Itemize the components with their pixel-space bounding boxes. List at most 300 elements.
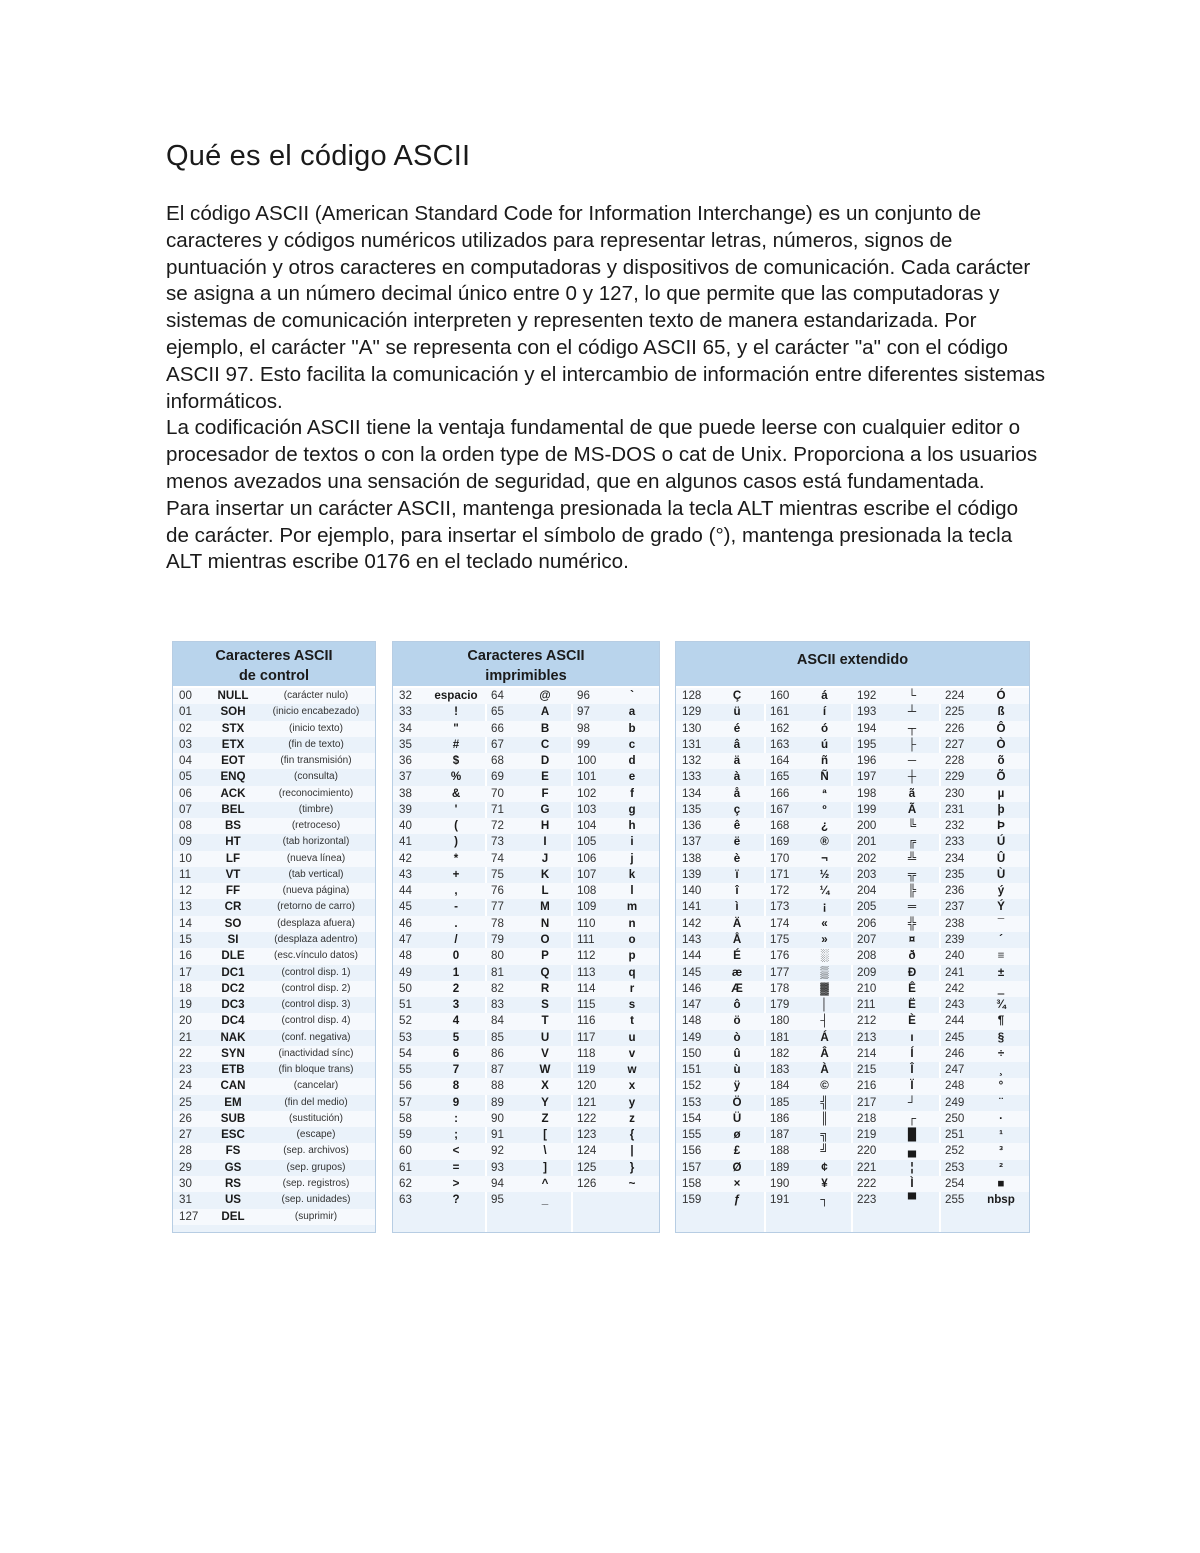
char-cell: ╦ (907, 867, 917, 881)
description-cell: (carácter nulo) (283, 690, 349, 701)
char-cell: % (450, 770, 462, 784)
table-row (485, 1030, 571, 1046)
table-row (939, 704, 1029, 720)
table-row (939, 1078, 1029, 1094)
char-cell: S (541, 998, 549, 1012)
char-cell: \ (543, 1144, 547, 1158)
char-cell: ö (733, 1014, 741, 1028)
char-cell: U (540, 1030, 550, 1044)
table-row (764, 997, 851, 1013)
description-cell: (tab horizontal) (282, 836, 350, 848)
paragraph-definition: El código ASCII (American Standard Code for Information Interchange) es un conjunto de caracteres y códigos numéricos utilizados para representar letras, números, signos de puntuación y otros caracteres en computadoras y dispositivos de comunicación. Cada carácter se asigna a un número decimal único entre 0 y 127, lo que permite que las computadoras y sistemas de comunicación interpreten y representen texto de manera estandarizada. Por ejemplo, el carácter "A" se representa con el código ASCII 65, y el carácter "a" con el código ASCII 97. Esto facilita la comunicación y el intercambio de información entre diferentes sistemas informáticos. (166, 202, 1046, 413)
code-cell: 80 (491, 949, 504, 963)
code-cell: 135 (682, 802, 702, 816)
char-cell: ■ (997, 1176, 1005, 1190)
table-row (676, 769, 764, 785)
char-cell: I (543, 835, 547, 849)
code-cell: 21 (179, 1030, 192, 1044)
table-row (173, 786, 375, 802)
char-cell: ´ (999, 932, 1003, 946)
char-cell: ý (997, 884, 1005, 898)
char-cell: ¡ (822, 900, 827, 914)
table-row (676, 1062, 764, 1078)
table-row (173, 1160, 375, 1176)
table-row (393, 688, 485, 704)
printable-column-1 (393, 688, 487, 1232)
table-row (851, 753, 939, 769)
code-cell: 129 (682, 705, 702, 719)
char-cell: u (628, 1030, 636, 1044)
table-row (173, 1078, 375, 1094)
description-cell: (inicio encabezado) (272, 706, 360, 718)
char-cell: | (630, 1144, 634, 1158)
table-row (939, 1062, 1029, 1078)
code-cell: 02 (179, 721, 192, 735)
extended-panel-title: ASCII extendido (796, 652, 909, 668)
table-row (939, 1111, 1029, 1127)
table-row (485, 818, 571, 834)
code-cell: 130 (682, 721, 702, 735)
char-cell: ³ (999, 1144, 1003, 1158)
table-row (939, 1176, 1029, 1192)
char-cell: 7 (452, 1063, 460, 1077)
code-cell: 241 (945, 965, 965, 979)
char-cell: J (541, 851, 549, 865)
code-cell: 182 (770, 1046, 790, 1060)
code-cell: 149 (682, 1030, 702, 1044)
table-row (485, 721, 571, 737)
description-cell: (tab vertical) (288, 868, 344, 880)
char-cell: ƒ (733, 1193, 741, 1207)
table-row (764, 1062, 851, 1078)
table-row (571, 688, 659, 704)
code-cell: 00 (179, 689, 192, 702)
code-cell: 215 (857, 1063, 877, 1077)
table-row (851, 1046, 939, 1062)
char-cell: ð (908, 949, 916, 963)
printable-panel-title-line2: imprimibles (485, 668, 567, 684)
code-cell: 79 (491, 932, 504, 946)
char-cell: ¤ (908, 932, 916, 946)
code-cell: 35 (399, 737, 412, 751)
code-cell: 88 (491, 1079, 504, 1093)
char-cell: ├ (907, 737, 917, 751)
char-cell: © (820, 1079, 829, 1093)
code-cell: 92 (491, 1144, 504, 1158)
table-row (764, 867, 851, 883)
table-row (571, 753, 659, 769)
code-cell: 25 (179, 1095, 192, 1109)
code-cell: 20 (179, 1014, 192, 1028)
char-cell: E (541, 770, 549, 784)
code-cell: 197 (857, 770, 877, 784)
table-row (173, 1062, 375, 1078)
code-cell: 143 (682, 932, 702, 946)
code-cell: 13 (179, 900, 192, 914)
code-cell: 204 (857, 884, 877, 898)
char-cell: Ï (910, 1079, 914, 1093)
code-cell: 65 (491, 705, 504, 719)
code-cell: 91 (491, 1128, 504, 1142)
table-row (764, 948, 851, 964)
code-cell: 89 (491, 1095, 504, 1109)
table-row (676, 883, 764, 899)
table-row (393, 769, 485, 785)
code-cell: 101 (577, 770, 597, 784)
extended-column-2 (764, 688, 853, 1232)
char-cell: À (820, 1063, 829, 1077)
char-cell: DEL (221, 1209, 245, 1223)
char-cell: ¿ (820, 819, 829, 833)
code-cell: 208 (857, 949, 877, 963)
table-row (764, 802, 851, 818)
char-cell: & (451, 786, 461, 800)
code-cell: 216 (857, 1079, 877, 1093)
char-cell: ò (733, 1030, 741, 1044)
description-cell: (sep. registros) (282, 1177, 350, 1189)
code-cell: 06 (179, 786, 192, 800)
char-cell: SI (227, 932, 239, 946)
description-cell: (nueva página) (282, 885, 350, 897)
char-cell: 1 (452, 965, 460, 979)
char-cell: └ (907, 689, 917, 702)
char-cell: Â (820, 1046, 829, 1060)
char-cell: í (822, 705, 827, 719)
control-panel-title-line1: Caracteres ASCII (215, 648, 333, 664)
char-cell: ╩ (907, 851, 917, 865)
table-row (571, 1143, 659, 1159)
table-row (939, 1046, 1029, 1062)
table-row (676, 1013, 764, 1029)
table-row (764, 704, 851, 720)
description-cell: (fin transmisión) (280, 755, 352, 767)
code-cell: 107 (577, 867, 597, 881)
char-cell: Ô (996, 721, 1006, 735)
char-cell: ( (454, 819, 458, 833)
code-cell: 171 (770, 867, 790, 881)
code-cell: 102 (577, 786, 597, 800)
char-cell: │ (820, 998, 829, 1012)
table-row (571, 948, 659, 964)
char-cell: ï (735, 867, 739, 881)
char-cell: ô (733, 998, 741, 1012)
table-row (173, 1111, 375, 1127)
code-cell: 152 (682, 1079, 702, 1093)
code-cell: 81 (491, 965, 504, 979)
char-cell: º (822, 802, 827, 816)
printable-column-3 (571, 688, 659, 1232)
code-cell: 36 (399, 754, 412, 768)
code-cell: 123 (577, 1128, 597, 1142)
table-row (851, 802, 939, 818)
char-cell: ‗ (997, 981, 1005, 995)
description-cell: (fin del medio) (284, 1096, 348, 1108)
table-row (393, 1046, 485, 1062)
code-cell: 37 (399, 770, 412, 784)
description-cell: (suprimir) (294, 1210, 338, 1222)
char-cell: t (630, 1014, 634, 1028)
code-cell: 66 (491, 721, 504, 735)
code-cell: 56 (399, 1079, 412, 1093)
table-row (571, 1013, 659, 1029)
char-cell: Q (540, 965, 550, 979)
table-row (764, 1160, 851, 1176)
char-cell: ╔ (907, 835, 917, 849)
description-cell: (esc.vínculo datos) (274, 950, 358, 962)
char-cell: FS (225, 1144, 241, 1158)
table-row (393, 1111, 485, 1127)
table-row (485, 1111, 571, 1127)
table-row (393, 737, 485, 753)
char-cell: Ò (996, 737, 1006, 751)
table-row (393, 1176, 485, 1192)
table-row (571, 1111, 659, 1127)
table-row (571, 851, 659, 867)
code-cell: 245 (945, 1030, 965, 1044)
code-cell: 161 (770, 705, 790, 719)
code-cell: 158 (682, 1176, 702, 1190)
code-cell: 31 (179, 1193, 192, 1207)
description-cell: (fin de texto) (288, 738, 344, 750)
code-cell: 113 (577, 965, 596, 979)
char-cell: DLE (221, 949, 245, 963)
table-row (851, 883, 939, 899)
code-cell: 231 (945, 802, 965, 816)
code-cell: 12 (179, 884, 192, 898)
char-cell: ä (733, 754, 741, 768)
char-cell: ^ (541, 1176, 549, 1190)
char-cell: × (733, 1176, 741, 1190)
code-cell: 229 (945, 770, 965, 784)
table-row (851, 818, 939, 834)
code-cell: 146 (682, 981, 702, 995)
char-cell: ENQ (220, 770, 246, 784)
char-cell: _ (541, 1193, 549, 1207)
char-cell: Ã (907, 802, 917, 816)
char-cell: p (628, 949, 636, 963)
code-cell: 187 (770, 1128, 790, 1142)
char-cell: RS (224, 1176, 242, 1190)
table-row (485, 753, 571, 769)
char-cell: è (733, 851, 741, 865)
char-cell: Õ (996, 770, 1006, 784)
table-row (571, 1046, 659, 1062)
table-row (676, 1176, 764, 1192)
code-cell: 98 (577, 721, 590, 735)
code-cell: 76 (491, 884, 504, 898)
char-cell: ~ (628, 1176, 636, 1190)
char-cell: î (735, 884, 739, 898)
code-cell: 38 (399, 786, 412, 800)
code-cell: 85 (491, 1030, 504, 1044)
char-cell: ┴ (907, 705, 917, 719)
code-cell: 50 (399, 981, 412, 995)
code-cell: 194 (857, 721, 877, 735)
code-cell: 196 (857, 754, 877, 768)
table-row (393, 1078, 485, 1094)
char-cell: w (627, 1063, 637, 1077)
char-cell: ? (452, 1193, 460, 1207)
char-cell: @ (539, 689, 551, 702)
code-cell: 147 (682, 998, 702, 1012)
table-row (939, 851, 1029, 867)
description-cell: (sep. archivos) (283, 1145, 349, 1157)
code-cell: 70 (491, 786, 504, 800)
code-cell: 60 (399, 1144, 412, 1158)
table-row (851, 1160, 939, 1176)
char-cell: < (452, 1144, 460, 1158)
code-cell: 29 (179, 1160, 192, 1174)
code-cell: 124 (577, 1144, 597, 1158)
char-cell: SYN (221, 1046, 245, 1060)
table-row (676, 704, 764, 720)
char-cell: Å (732, 932, 742, 946)
code-cell: 97 (577, 705, 590, 719)
char-cell: a (628, 705, 636, 719)
char-cell: þ (997, 802, 1005, 816)
table-row (939, 769, 1029, 785)
code-cell: 32 (399, 689, 412, 702)
code-cell: 144 (682, 949, 702, 963)
code-cell: 230 (945, 786, 965, 800)
table-row (393, 1160, 485, 1176)
code-cell: 119 (577, 1063, 596, 1077)
char-cell: ÿ (733, 1079, 741, 1093)
code-cell: 219 (857, 1128, 877, 1142)
char-cell: ▓ (820, 981, 829, 995)
table-row (676, 1111, 764, 1127)
char-cell: BS (224, 819, 242, 833)
char-cell: F (541, 786, 549, 800)
table-row (851, 899, 939, 915)
code-cell: 180 (770, 1014, 790, 1028)
table-row (571, 737, 659, 753)
char-cell: â (733, 737, 741, 751)
description-cell: (consulta) (294, 771, 338, 783)
table-row (571, 704, 659, 720)
char-cell: D (540, 754, 550, 768)
description-cell: (timbre) (298, 803, 334, 815)
table-row (485, 1143, 571, 1159)
code-cell: 209 (857, 965, 877, 979)
char-cell: , (454, 884, 458, 898)
code-cell: 213 (857, 1030, 877, 1044)
char-cell: - (454, 900, 458, 914)
table-row (939, 1160, 1029, 1176)
code-cell: 249 (945, 1095, 965, 1109)
table-row (571, 786, 659, 802)
char-cell: ÷ (997, 1046, 1005, 1060)
code-cell: 137 (682, 835, 702, 849)
code-cell: 82 (491, 981, 504, 995)
code-cell: 220 (857, 1144, 877, 1158)
control-column (173, 688, 375, 1232)
code-cell: 106 (577, 851, 597, 865)
code-cell: 150 (682, 1046, 702, 1060)
code-cell: 87 (491, 1063, 504, 1077)
char-cell: ' (454, 802, 458, 816)
code-cell: 52 (399, 1014, 412, 1028)
char-cell: ¢ (821, 1160, 828, 1174)
code-cell: 116 (577, 1014, 596, 1028)
code-cell: 04 (179, 754, 192, 768)
char-cell: C (540, 737, 550, 751)
char-cell: ¾ (996, 998, 1006, 1012)
table-row (393, 818, 485, 834)
char-cell: L (541, 884, 549, 898)
code-cell: 168 (770, 819, 790, 833)
table-row (393, 997, 485, 1013)
table-row (851, 769, 939, 785)
control-characters-panel (172, 641, 376, 1233)
char-cell: T (541, 1014, 549, 1028)
code-cell: 214 (857, 1046, 877, 1060)
char-cell: ¸ (999, 1063, 1003, 1077)
char-cell: BEL (221, 802, 245, 816)
table-row (393, 1127, 485, 1143)
table-row (485, 948, 571, 964)
char-cell: È (908, 1014, 916, 1028)
table-row (676, 932, 764, 948)
char-cell: P (541, 949, 549, 963)
code-cell: 185 (770, 1095, 790, 1109)
char-cell: Ú (996, 835, 1006, 849)
char-cell: ã (908, 786, 916, 800)
char-cell: r (629, 981, 635, 995)
table-row (485, 1062, 571, 1078)
char-cell: Ð (907, 965, 917, 979)
table-row (571, 899, 659, 915)
char-cell: CR (224, 900, 242, 914)
table-row (851, 1030, 939, 1046)
table-row (393, 1013, 485, 1029)
table-row (676, 818, 764, 834)
table-row (571, 1078, 659, 1094)
code-cell: 48 (399, 949, 412, 963)
ascii-table-figure (172, 641, 1030, 1233)
code-cell: 03 (179, 737, 192, 751)
code-cell: 139 (682, 867, 702, 881)
code-cell: 225 (945, 705, 965, 719)
table-row (851, 721, 939, 737)
code-cell: 59 (399, 1128, 412, 1142)
table-row (676, 965, 764, 981)
page-title: Qué es el código ASCII (166, 140, 471, 172)
table-row (851, 932, 939, 948)
code-cell: 238 (945, 916, 965, 930)
char-cell: ç (733, 802, 741, 816)
table-row (173, 981, 375, 997)
char-cell: espacio (434, 689, 478, 702)
code-cell: 192 (857, 689, 877, 702)
table-row (676, 1143, 764, 1159)
code-cell: 15 (179, 932, 192, 946)
char-cell: ╚ (907, 819, 917, 833)
code-cell: 228 (945, 754, 965, 768)
code-cell: 173 (770, 900, 790, 914)
code-cell: 153 (682, 1095, 702, 1109)
table-row (851, 786, 939, 802)
table-row (676, 1078, 764, 1094)
code-cell: 206 (857, 916, 877, 930)
code-cell: 210 (857, 981, 877, 995)
code-cell: 40 (399, 819, 412, 833)
table-row (764, 899, 851, 915)
code-cell: 233 (945, 835, 965, 849)
table-row (676, 1192, 764, 1208)
table-row (173, 883, 375, 899)
char-cell: ® (820, 835, 829, 849)
